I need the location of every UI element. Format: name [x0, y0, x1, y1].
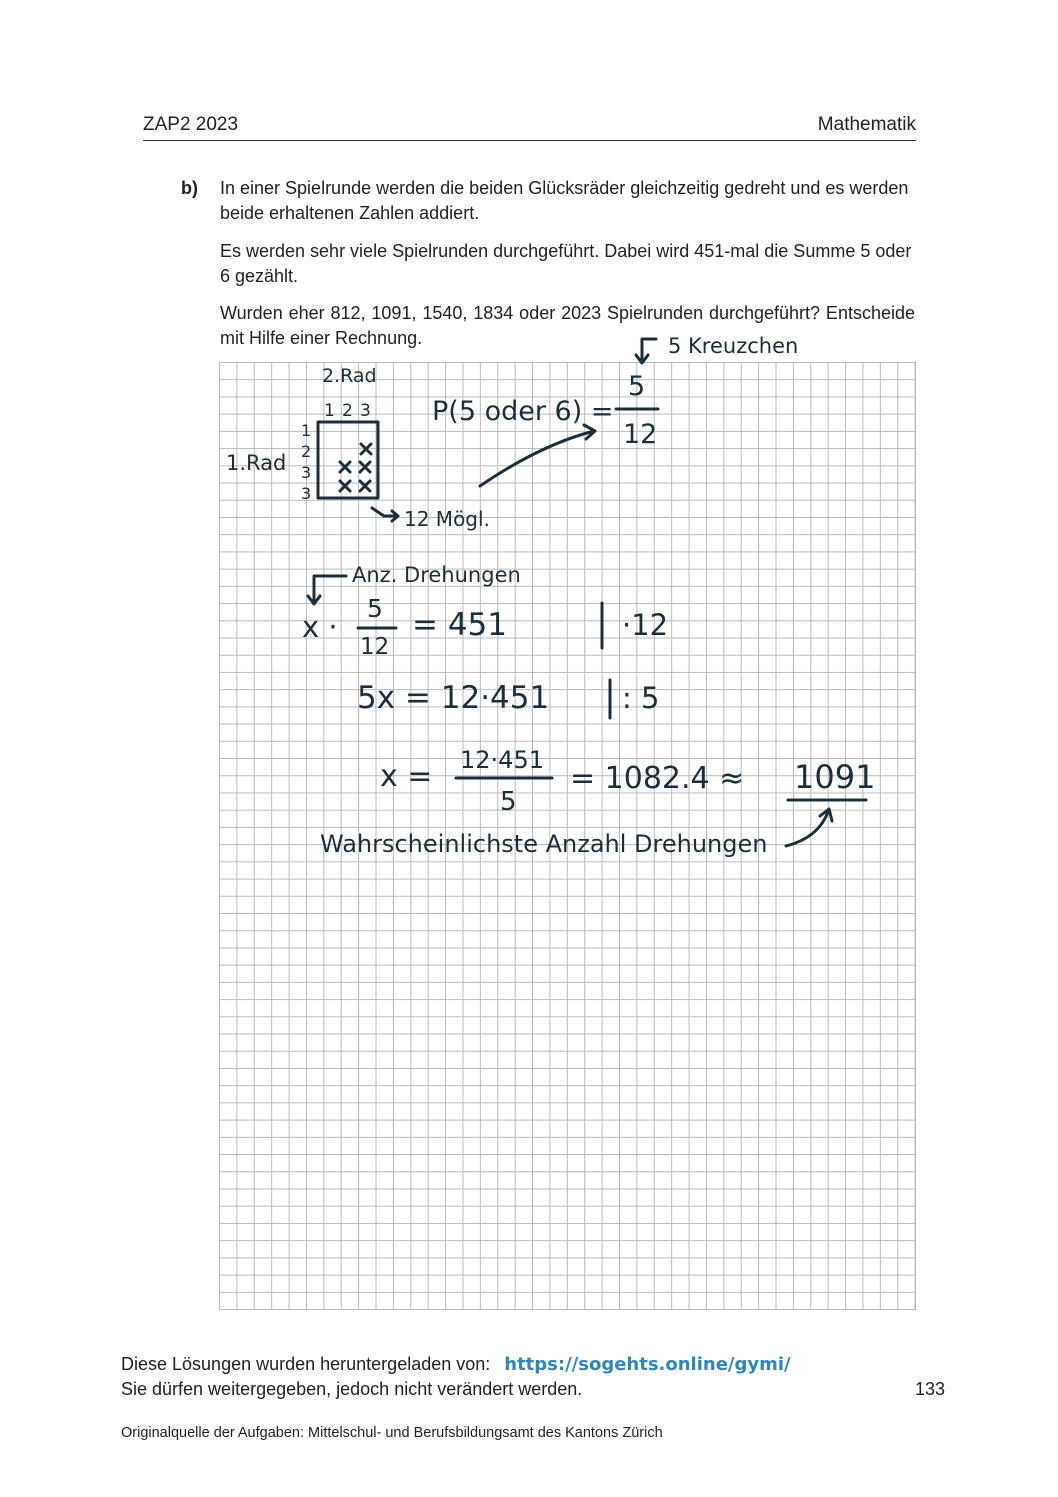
task-paragraph-2: Es werden sehr viele Spielrunden durchgeführt. Dabei wird 451-mal die Summe 5 oder 6 gezählt. [220, 241, 912, 286]
hw-eq3-num: 12·451 [460, 746, 544, 774]
footer-url-link[interactable]: https://sogehts.online/gymi/ [504, 1354, 791, 1375]
hw-eq2-op: : 5 [622, 681, 660, 715]
hw-eq3-rhs: = 1082.4 ≈ [570, 761, 745, 796]
page-number: 133 [914, 1379, 945, 1399]
hw-moeglich: 12 Mögl. [404, 507, 490, 531]
hw-eq1-num: 5 [367, 594, 383, 623]
hw-eq3-den: 5 [500, 787, 517, 817]
footer-license-text: Sie dürfen weitergegeben, jedoch nicht verändert werden. [121, 1379, 583, 1399]
task-paragraph-3: Wurden eher 812, 1091, 1540, 1834 oder 2023 Spielrunden durchgeführt? Entscheide mit Hilfe einer Rechnung. [220, 303, 915, 348]
hw-kreuzchen: 5 Kreuzchen [668, 334, 799, 358]
hw-answer: 1091 [794, 758, 876, 796]
hw-anz-arrow [308, 576, 346, 604]
hw-row-2: 2 [301, 442, 312, 461]
hw-col-1: 1 [324, 401, 335, 421]
footer-download-text: Diese Lösungen wurden heruntergeladen von: [121, 1354, 491, 1374]
hw-curve-arrow [480, 425, 595, 486]
hw-p-label: P(5 oder 6) = [432, 396, 614, 427]
footer-source: Originalquelle der Aufgaben: Mittelschul- und Berufsbildungsamt des Kantons Zürich [121, 1425, 663, 1441]
task-paragraph-1: In einer Spielrunde werden die beiden Glücksräder gleichzeitig gedreht und es werden beide erhaltenen Zahlen addiert. [220, 178, 909, 223]
hw-eq2-lhs: 5x = 12·451 [357, 680, 550, 716]
hw-col-3: 3 [360, 401, 371, 421]
hw-col-2: 2 [342, 401, 353, 421]
header-exam-title: ZAP2 2023 [143, 114, 239, 135]
hw-eq1-x: x · [302, 610, 338, 644]
hw-eq1-rhs: = 451 [412, 607, 507, 643]
hw-eq3-x: x = [380, 759, 433, 794]
hw-rad2-label: 2.Rad [322, 365, 377, 387]
hw-anz-drehungen: Anz. Drehungen [352, 563, 521, 587]
task-label: b) [181, 178, 198, 198]
footer-download-line [121, 1354, 791, 1375]
hw-row-1: 1 [301, 421, 312, 440]
hw-row-4: 3 [301, 484, 312, 503]
hw-conclusion: Wahrscheinlichste Anzahl Drehungen [320, 830, 768, 858]
hw-conclusion-arrow [786, 809, 832, 846]
hw-p-den: 12 [623, 419, 658, 450]
hw-rad1-label: 1.Rad [226, 451, 287, 475]
hw-table-box [318, 422, 378, 498]
hw-row-3: 3 [301, 463, 312, 482]
hw-eq1-den: 12 [360, 634, 390, 660]
hw-kreuzchen-arrow [636, 339, 656, 363]
hw-crosses [340, 444, 371, 491]
hw-p-num: 5 [628, 371, 646, 402]
hw-eq1-op: ·12 [622, 608, 669, 642]
header-subject: Mathematik [817, 114, 916, 135]
hw-moeglich-arrow [372, 508, 398, 521]
